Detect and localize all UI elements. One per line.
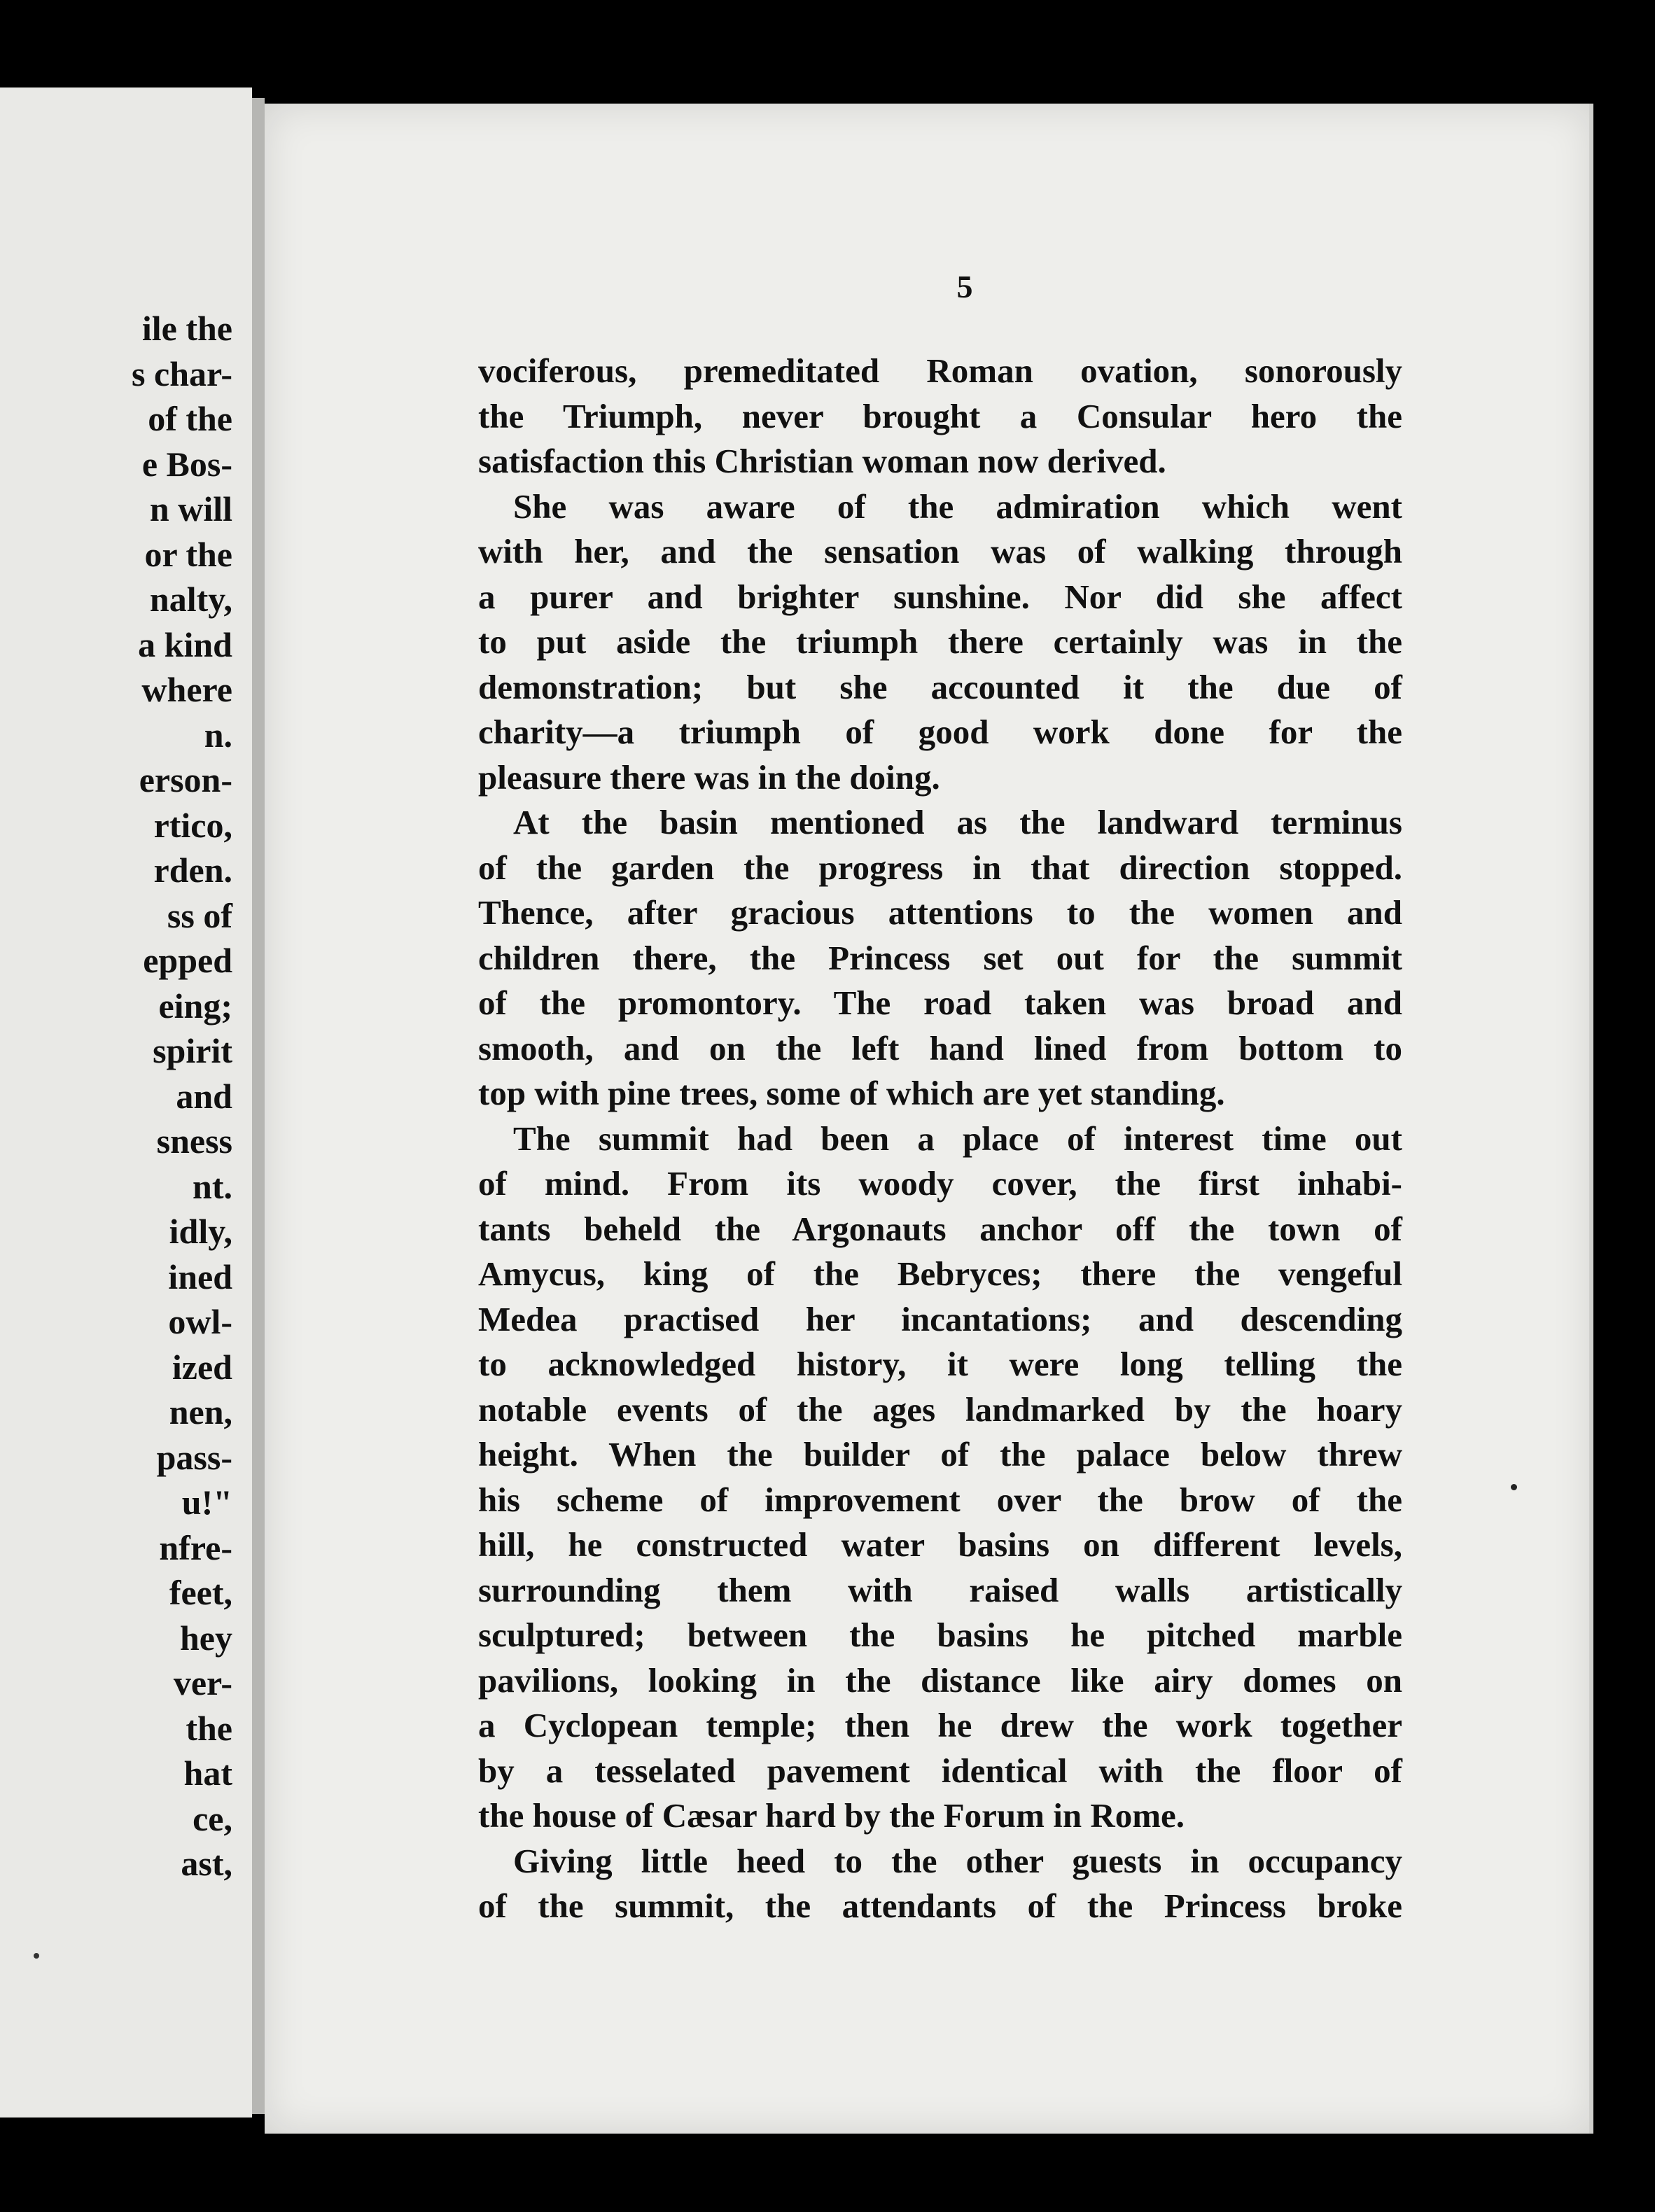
previous-page-line: ver- (173, 1663, 232, 1702)
previous-page-line: e Bos- (141, 444, 232, 484)
previous-page-line: nt. (193, 1166, 232, 1206)
text-line: to acknowledged history, it were long telling the (478, 1345, 1402, 1383)
previous-page-line: or the (144, 534, 232, 574)
previous-page-line: sness (156, 1121, 232, 1161)
previous-page-line: the (186, 1708, 232, 1748)
text-line: of the promontory. The road taken was broad and (478, 983, 1402, 1022)
previous-page-line: spirit (153, 1031, 232, 1070)
previous-page-line: ss of (167, 895, 232, 935)
previous-page-line: u!" (181, 1483, 232, 1522)
text-line: Amycus, king of the Bebryces; there the vengeful (478, 1254, 1402, 1293)
previous-page-line: ile the (141, 309, 232, 348)
text-line: smooth, and on the left hand lined from bottom to (478, 1028, 1402, 1068)
text-line: Giving little heed to the other guests in occupancy (513, 1841, 1402, 1880)
previous-page (0, 88, 252, 2118)
paragraph (478, 484, 1402, 801)
text-line: top with pine trees, some of which are yet standing. (478, 1074, 1225, 1112)
text-line: the Triumph, never brought a Consular hero the (478, 396, 1402, 435)
text-line: height. When the builder of the palace below threw (478, 1435, 1402, 1474)
text-line: surrounding them with raised walls artistically (478, 1570, 1402, 1609)
text-line: pleasure there was in the doing. (478, 757, 940, 797)
previous-page-line: epped (143, 941, 232, 980)
paragraph (478, 1839, 1402, 1929)
paragraph (478, 1116, 1402, 1839)
previous-page-line: idly, (169, 1212, 232, 1251)
previous-page-line: s char- (132, 354, 232, 393)
previous-page-line: n will (149, 489, 232, 528)
stray-mark (1511, 1484, 1517, 1490)
text-line: a Cyclopean temple; then he drew the work together (478, 1706, 1402, 1744)
previous-page-line: feet, (169, 1573, 232, 1612)
previous-page-line: and (176, 1076, 232, 1116)
text-line: demonstration; but she accounted it the due of (478, 667, 1402, 706)
previous-page-line: eing; (158, 986, 232, 1026)
text-line: of mind. From its woody cover, the first inhabi- (478, 1164, 1402, 1203)
text-line: a purer and brighter sunshine. Nor did she affect (478, 577, 1402, 616)
text-line: with her, and the sensation was of walking through (478, 532, 1402, 570)
page-body-text (478, 349, 1402, 1929)
text-line: sculptured; between the basins he pitched marble (478, 1616, 1402, 1654)
previous-page-line: of the (148, 399, 232, 438)
text-line: Medea practised her incantations; and descending (478, 1299, 1402, 1338)
text-line: by a tesselated pavement identical with the floor of (478, 1751, 1402, 1790)
previous-page-line: ce, (193, 1798, 232, 1838)
book-page (265, 104, 1593, 2134)
previous-page-line: hey (180, 1618, 232, 1658)
text-line: pavilions, looking in the distance like airy domes on (478, 1660, 1402, 1700)
previous-page-line: pass- (156, 1437, 232, 1477)
previous-page-line: ined (168, 1256, 232, 1296)
text-line: notable events of the ages landmarked by the hoary (478, 1390, 1402, 1429)
text-line: of the garden the progress in that direction stopped. (478, 848, 1402, 887)
previous-page-line: ized (172, 1347, 232, 1387)
previous-page-text (132, 306, 232, 1886)
text-line: satisfaction this Christian woman now derived. (478, 442, 1166, 480)
text-line: children there, the Princess set out for the summit (478, 938, 1402, 977)
text-line: charity—a triumph of good work done for the (478, 713, 1402, 751)
stray-mark (34, 1953, 39, 1959)
book-gutter (252, 98, 265, 2114)
previous-page-line: n. (204, 715, 232, 755)
text-line: the house of Cæsar hard by the Forum in Rome. (478, 1796, 1185, 1835)
text-line: his scheme of improvement over the brow of the (478, 1480, 1402, 1519)
paragraph (478, 349, 1402, 484)
previous-page-line: rtico, (153, 805, 232, 845)
text-line: of the summit, the attendants of the Princess broke (478, 1886, 1402, 1925)
previous-page-line: nalty, (149, 580, 232, 619)
previous-page-line: ast, (181, 1844, 232, 1883)
paragraph (478, 800, 1402, 1116)
text-line: tants beheld the Argonauts anchor off the town of (478, 1209, 1402, 1248)
previous-page-line: rden. (153, 850, 232, 890)
previous-page-line: a kind (138, 624, 232, 664)
page-edge (1589, 104, 1593, 2134)
previous-page-line: where (141, 670, 232, 709)
previous-page-line: hat (183, 1754, 232, 1793)
previous-page-line: owl- (168, 1302, 232, 1341)
text-line: to put aside the triumph there certainly was in the (478, 622, 1402, 661)
page-number: 5 (956, 269, 973, 304)
text-line: She was aware of the admiration which went (513, 486, 1402, 526)
previous-page-line: nfre- (159, 1527, 232, 1567)
text-line: vociferous, premeditated Roman ovation, sonorously (478, 351, 1402, 390)
text-line: Thence, after gracious attentions to the women and (478, 893, 1402, 932)
previous-page-line: erson- (139, 760, 232, 799)
text-line: hill, he constructed water basins on different levels, (478, 1525, 1402, 1564)
text-line: At the basin mentioned as the landward terminus (513, 803, 1402, 841)
text-line: The summit had been a place of interest time out (513, 1119, 1402, 1158)
previous-page-line: nen, (169, 1392, 232, 1432)
